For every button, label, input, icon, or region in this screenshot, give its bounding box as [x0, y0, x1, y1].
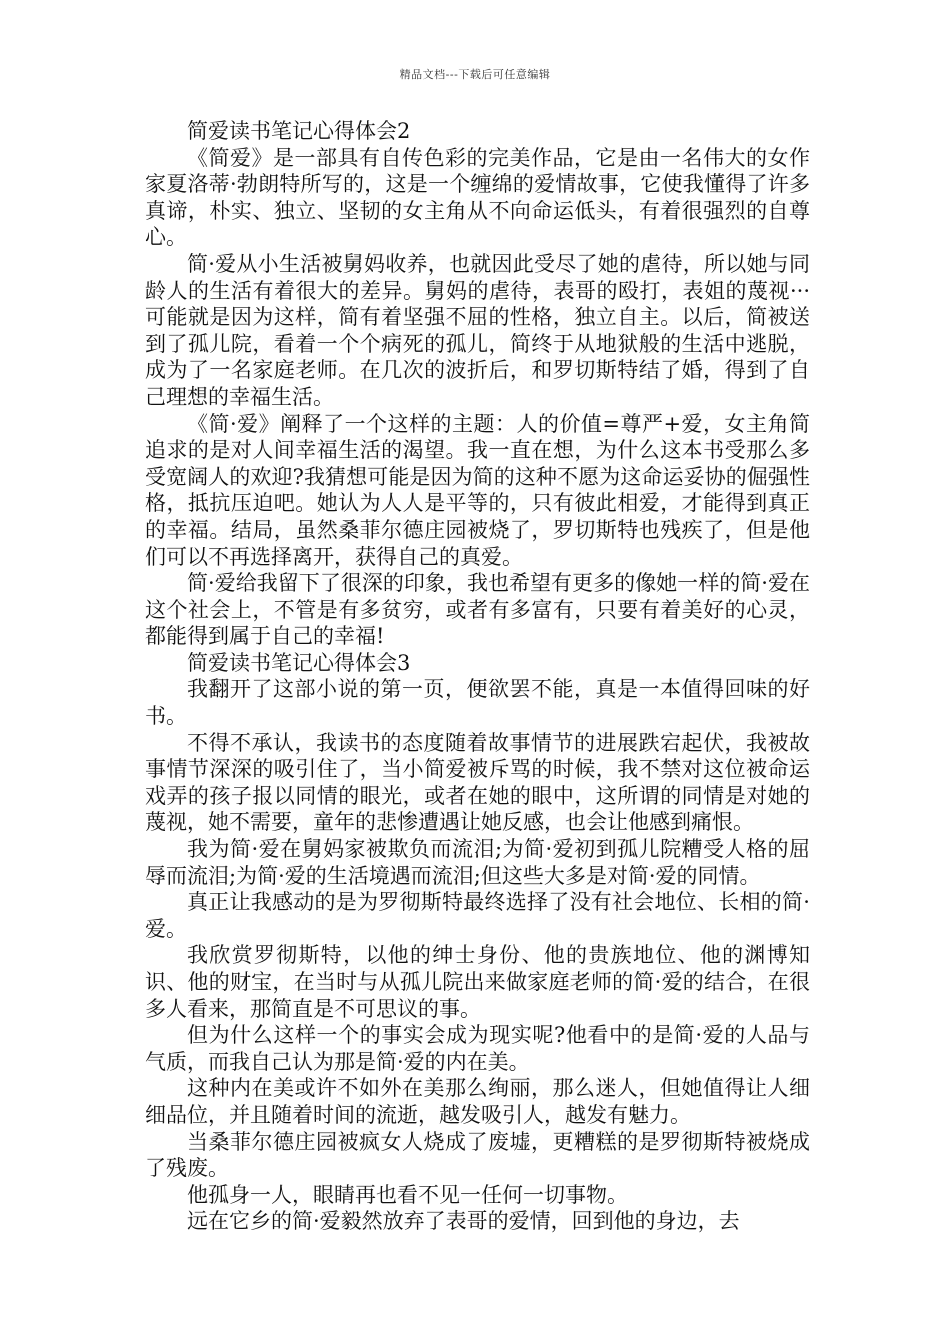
- paragraph: 我翻开了这部小说的第一页，便欲罢不能，真是一本值得回味的好书。: [145, 677, 810, 729]
- paragraph: 但为什么这样一个的事实会成为现实呢?他看中的是简·爱的人品与气质，而我自己认为那是简·爱的内在美。: [145, 1023, 810, 1074]
- section-title: 简爱读书笔记心得体会3: [187, 650, 411, 675]
- paragraph: 不得不承认，我读书的态度随着故事情节的进展跌宕起伏，我被故事情节深深的吸引住了，当小简爱被斥骂的时候，我不禁对这位被命运戏弄的孩子报以同情的眼光，或者在她的眼中，这所谓的同情是对她的蔑视，她不需要，童年的悲惨遭遇让她反感，也会让他感到痛恨。: [145, 730, 810, 835]
- paragraph: 真正让我感动的是为罗彻斯特最终选择了没有社会地位、长相的简·爱。: [145, 890, 810, 941]
- paragraph: 远在它乡的简·爱毅然放弃了表哥的爱情，回到他的身边，去: [187, 1209, 740, 1234]
- page-header: 精品文档---下载后可任意编辑: [399, 68, 551, 81]
- paragraph: 简·爱从小生活被舅妈收养，也就因此受尽了她的虐待，所以她与同龄人的生活有着很大的差异。舅妈的虐待，表哥的殴打，表姐的蔑视···可能就是因为这样，简有着坚强不屈的性格，独立自主。以后，简被送到了孤儿院，看着一个个病死的孤儿，简终于从地狱般的生活中逃脱，成为了一名家庭老师。在几次的波折后，和罗切斯特结了婚，得到了自己理想的幸福生活。: [145, 251, 810, 409]
- document-body: [145, 118, 810, 1235]
- paragraph: 我欣赏罗彻斯特，以他的绅士身份、他的贵族地位、他的渊博知识、他的财宝，在当时与从孤儿院出来做家庭老师的简·爱的结合，在很多人看来，那简直是不可思议的事。: [145, 943, 810, 1021]
- section-title: 简爱读书笔记心得体会2: [187, 119, 411, 143]
- paragraph: 我为简·爱在舅妈家被欺负而流泪;为简·爱初到孤儿院糟受人格的屈辱而流泪;为简·爱的生活境遇而流泪;但这些大多是对简·爱的同情。: [145, 837, 810, 888]
- paragraph: 《简爱》是一部具有自传色彩的完美作品，它是由一名伟大的女作家夏洛蒂·勃朗特所写的，这是一个缠绵的爱情故事，它使我懂得了许多真谛，朴实、独立、坚韧的女主角从不向命运低头，有着很强烈的自尊心。: [145, 145, 810, 250]
- paragraph: 当桑菲尔德庄园被疯女人烧成了废墟，更糟糕的是罗彻斯特被烧成了残废。: [145, 1129, 810, 1181]
- paragraph: 简·爱给我留下了很深的印象，我也希望有更多的像她一样的简·爱在这个社会上，不管是有多贫穷，或者有多富有，只要有着美好的心灵，都能得到属于自己的幸福!: [145, 571, 810, 649]
- paragraph: 这种内在美或许不如外在美那么绚丽，那么迷人，但她值得让人细细品位，并且随着时间的流逝，越发吸引人，越发有魅力。: [145, 1076, 810, 1127]
- paragraph: 《简·爱》阐释了一个这样的主题：人的价值=尊严+爱，女主角简追求的是对人间幸福生活的渴望。我一直在想，为什么这本书受那么多受宽阔人的欢迎?我猜想可能是因为简的这种不愿为这命运妥协的倔强性格，抵抗压迫吧。她认为人人是平等的，只有彼此相爱，才能得到真正的幸福。结局，虽然桑菲尔德庄园被烧了，罗切斯特也残疾了，但是他们可以不再选择离开，获得自己的真爱。: [145, 411, 810, 569]
- paragraph: 他孤身一人，眼睛再也看不见一任何一切事物。: [187, 1182, 628, 1207]
